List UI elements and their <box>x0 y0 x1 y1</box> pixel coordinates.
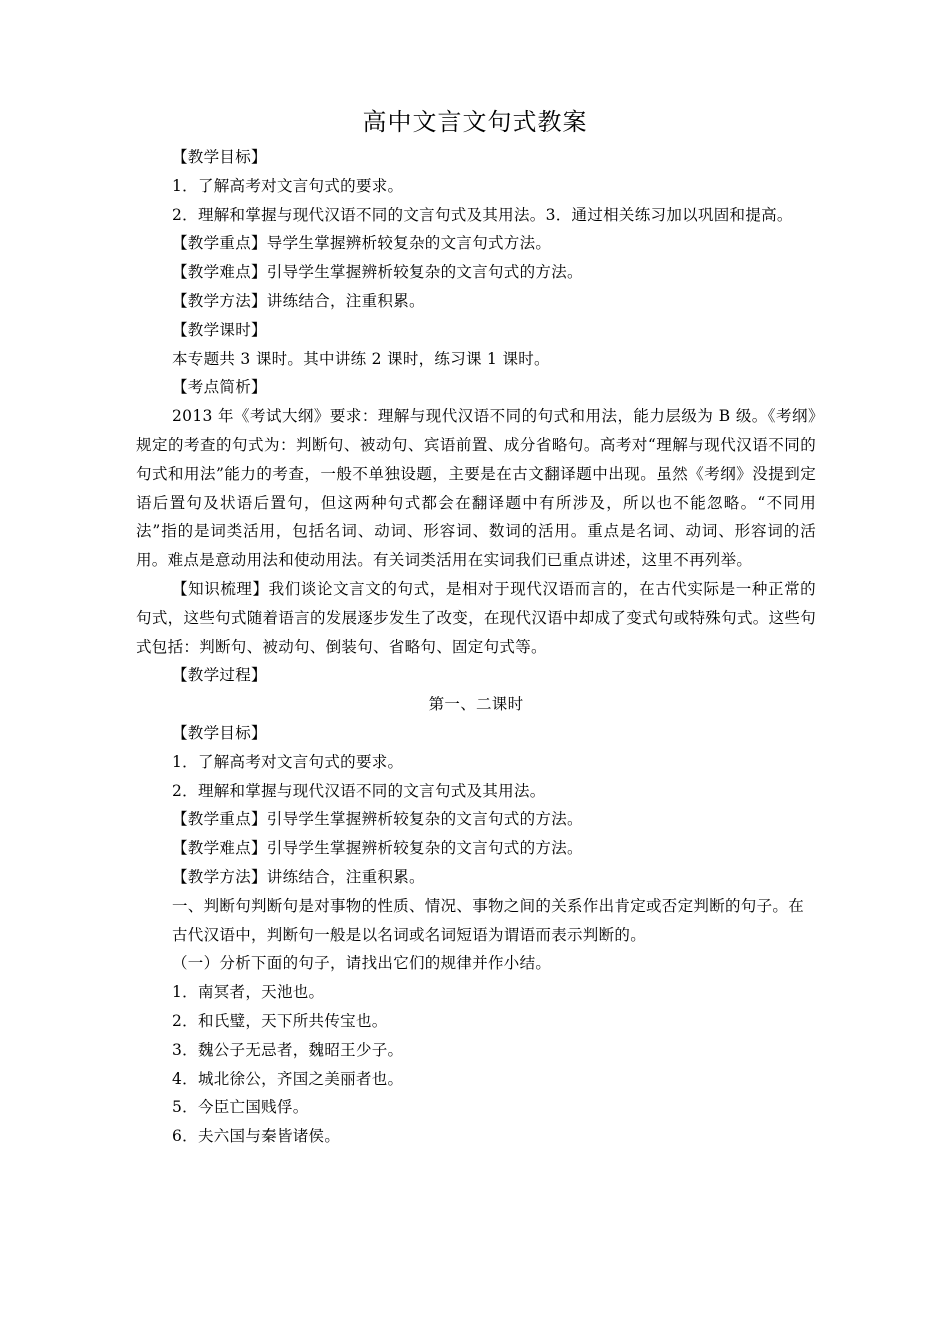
section-heading: 第一、二课时 <box>428 695 524 714</box>
document-paragraph: 【教学难点】引导学生掌握辨析较复杂的文言句式的方法。 <box>172 839 583 858</box>
document-paragraph: 1．了解高考对文言句式的要求。 <box>172 176 404 195</box>
document-paragraph: 【教学方法】讲练结合，注重积累。 <box>172 291 425 310</box>
document-paragraph: 【考点简析】 <box>172 378 267 397</box>
document-paragraph: 1．了解高考对文言句式的要求。 <box>172 752 404 771</box>
document-paragraph: 【教学目标】 <box>172 723 267 742</box>
document-paragraph: 【教学难点】引导学生掌握辨析较复杂的文言句式的方法。 <box>172 263 583 282</box>
document-paragraph: 【教学过程】 <box>172 666 267 685</box>
document-paragraph: 一、判断句判断句是对事物的性质、情况、事物之间的关系作出肯定或否定判断的句子。在古代汉语中，判断句一般是以名词或名词短语为谓语而表示判断的。 <box>172 896 805 944</box>
document-paragraph: 本专题共 3 课时。其中讲练 2 课时，练习课 1 课时。 <box>172 349 550 368</box>
document-paragraph: 3．魏公子无忌者，魏昭王少子。 <box>172 1040 404 1059</box>
document-body <box>136 143 816 1151</box>
document-paragraph: 2．理解和掌握与现代汉语不同的文言句式及其用法。 <box>172 781 546 800</box>
document-paragraph: 5．今臣亡国贱俘。 <box>172 1098 309 1117</box>
document-paragraph: 【教学方法】讲练结合，注重积累。 <box>172 867 425 886</box>
document-title: 高中文言文句式教案 <box>362 108 588 136</box>
document-paragraph: 2．和氏璧，天下所共传宝也。 <box>172 1011 388 1030</box>
document-paragraph: 4．城北徐公，齐国之美丽者也。 <box>172 1069 404 1088</box>
document-paragraph: 【教学课时】 <box>172 320 267 339</box>
document-paragraph: 2．理解和掌握与现代汉语不同的文言句式及其用法。3．通过相关练习加以巩固和提高。 <box>172 205 793 224</box>
document-paragraph: 1．南冥者，天池也。 <box>172 983 325 1002</box>
document-paragraph: 【教学重点】导学生掌握辨析较复杂的文言句式方法。 <box>172 234 552 253</box>
document-paragraph: 【知识梳理】我们谈论文言文的句式，是相对于现代汉语而言的，在古代实际是一种正常的句式，这些句式随着语言的发展逐步发生了改变，在现代汉语中却成了变式句或特殊句式。这些句式包括：判断句、被动句、倒装句、省略句、固定句式等。 <box>136 579 816 656</box>
document-paragraph: 2013 年《考试大纲》要求：理解与现代汉语不同的句式和用法，能力层级为 B 级。《考纲》规定的考查的句式为：判断句、被动句、宾语前置、成分省略句。高考对“理解与现代汉语不同的句式和用法”能力的考查，一般不单独设题，主要是在古文翻译题中出现。虽然《考纲》没提到定语后置句及状语后置句，但这两种句式都会在翻译题中有所涉及，所以也不能忽略。“不同用法”指的是词类活用，包括名词、动词、形容词、数词的活用。重点是名词、动词、形容词的活用。难点是意动用法和使动用法。有关词类活用在实词我们已重点讲述，这里不再列举。 <box>136 407 816 570</box>
document-paragraph: （一）分析下面的句子，请找出它们的规律并作小结。 <box>172 954 552 973</box>
document-paragraph: 【教学目标】 <box>172 148 267 166</box>
document-paragraph: 6．夫六国与秦皆诸侯。 <box>172 1127 341 1146</box>
document-paragraph: 【教学重点】引导学生掌握辨析较复杂的文言句式的方法。 <box>172 810 583 829</box>
